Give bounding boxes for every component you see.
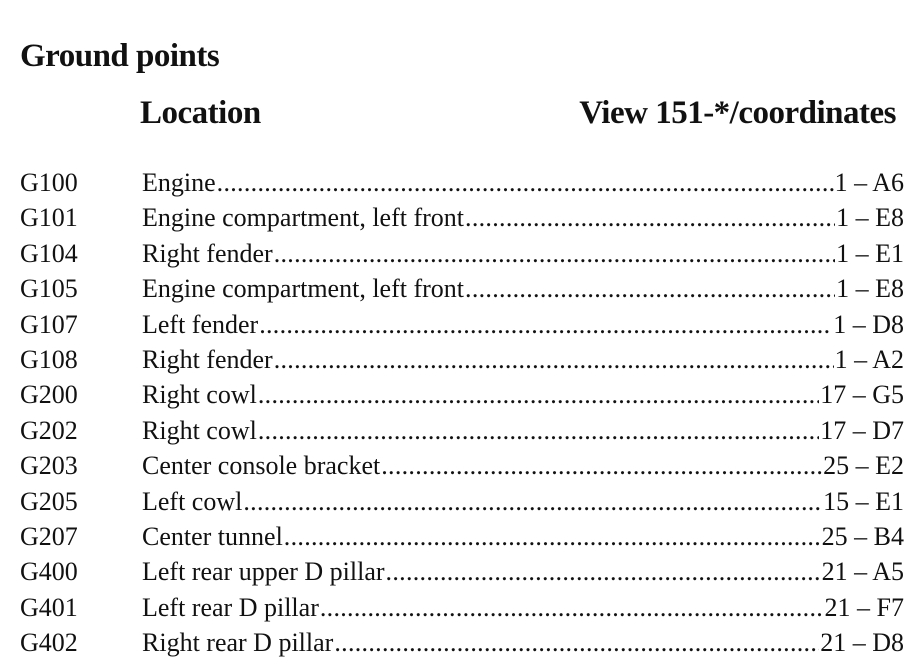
dot-leader	[284, 519, 821, 554]
view-coordinate: 1 – A2	[834, 344, 904, 374]
view-coordinate: 1 – A6	[834, 168, 904, 197]
dot-leader	[258, 377, 819, 412]
view-coordinate: 1 – E8	[836, 203, 904, 233]
list-item	[0, 554, 924, 589]
ground-point-code: G202	[20, 415, 78, 445]
ground-point-entry	[142, 307, 904, 342]
view-coordinate: 21 – A5	[821, 557, 904, 587]
ground-point-location: Engine compartment, left front	[142, 203, 465, 233]
ground-point-location: Left rear upper D pillar	[142, 557, 385, 587]
dot-leader	[320, 590, 824, 625]
ground-point-location: Right rear D pillar	[142, 628, 334, 658]
ground-points-list	[0, 165, 924, 660]
ground-point-code: G108	[20, 344, 78, 374]
list-item	[0, 236, 924, 271]
list-item	[0, 271, 924, 306]
ground-point-entry	[142, 625, 904, 660]
ground-point-code: G400	[20, 557, 78, 587]
dot-leader	[243, 484, 822, 519]
list-item	[0, 413, 924, 448]
list-item	[0, 519, 924, 554]
ground-point-code: G401	[20, 592, 78, 622]
page-title: Ground points	[20, 38, 220, 74]
view-coordinate: 1 – E1	[836, 238, 904, 268]
ground-point-location: Left cowl	[142, 486, 243, 516]
view-coordinate: 25 – B4	[821, 521, 904, 551]
view-coordinate: 21 – D8	[820, 628, 904, 658]
ground-point-entry	[142, 448, 904, 483]
view-coordinate: 25 – E2	[823, 451, 904, 481]
ground-point-entry	[142, 377, 904, 412]
ground-point-entry	[142, 236, 904, 271]
dot-leader	[274, 236, 835, 271]
list-item	[0, 448, 924, 483]
list-item	[0, 377, 924, 412]
ground-point-code: G402	[20, 628, 78, 658]
view-coordinates-column-header: View 151-*/coordinates	[579, 95, 896, 131]
ground-point-location: Engine	[142, 168, 216, 197]
list-item	[0, 590, 924, 625]
dot-leader	[381, 448, 822, 483]
list-item	[0, 165, 924, 200]
view-coordinate: 1 – E8	[836, 274, 904, 304]
ground-point-code: G100	[20, 168, 78, 197]
dot-leader	[258, 413, 819, 448]
list-item	[0, 484, 924, 519]
ground-point-code: G205	[20, 486, 78, 516]
ground-point-location: Right cowl	[142, 380, 257, 410]
ground-point-code: G107	[20, 309, 78, 339]
list-item	[0, 307, 924, 342]
ground-point-entry	[142, 484, 904, 519]
ground-point-entry	[142, 165, 904, 200]
view-coordinate: 15 – E1	[823, 486, 904, 516]
ground-point-code: G101	[20, 203, 78, 233]
ground-point-code: G104	[20, 238, 78, 268]
dot-leader	[259, 307, 832, 342]
location-column-header: Location	[140, 95, 261, 131]
ground-point-location: Left fender	[142, 309, 259, 339]
list-item	[0, 625, 924, 660]
ground-point-code: G207	[20, 521, 78, 551]
dot-leader	[334, 625, 819, 660]
dot-leader	[465, 200, 835, 235]
ground-point-location: Engine compartment, left front	[142, 274, 465, 304]
ground-point-location: Right fender	[142, 238, 273, 268]
ground-point-location: Right fender	[142, 344, 273, 374]
view-coordinate: 21 – F7	[824, 592, 904, 622]
view-coordinate: 17 – G5	[820, 380, 904, 410]
dot-leader	[217, 165, 834, 200]
ground-point-entry	[142, 271, 904, 306]
ground-point-entry	[142, 200, 904, 235]
view-coordinate: 1 – D8	[833, 309, 904, 339]
ground-point-location: Left rear D pillar	[142, 592, 319, 622]
ground-point-code: G203	[20, 451, 78, 481]
view-coordinate: 17 – D7	[820, 415, 904, 445]
ground-point-location: Center console bracket	[142, 451, 381, 481]
ground-point-entry	[142, 519, 904, 554]
dot-leader	[274, 342, 834, 377]
ground-point-code: G200	[20, 380, 78, 410]
list-item	[0, 200, 924, 235]
ground-point-entry	[142, 342, 904, 377]
ground-point-entry	[142, 554, 904, 589]
ground-point-entry	[142, 413, 904, 448]
ground-point-location: Right cowl	[142, 415, 257, 445]
ground-point-location: Center tunnel	[142, 521, 283, 551]
dot-leader	[465, 271, 835, 306]
list-item	[0, 342, 924, 377]
ground-point-entry	[142, 590, 904, 625]
ground-point-code: G105	[20, 274, 78, 304]
dot-leader	[386, 554, 821, 589]
